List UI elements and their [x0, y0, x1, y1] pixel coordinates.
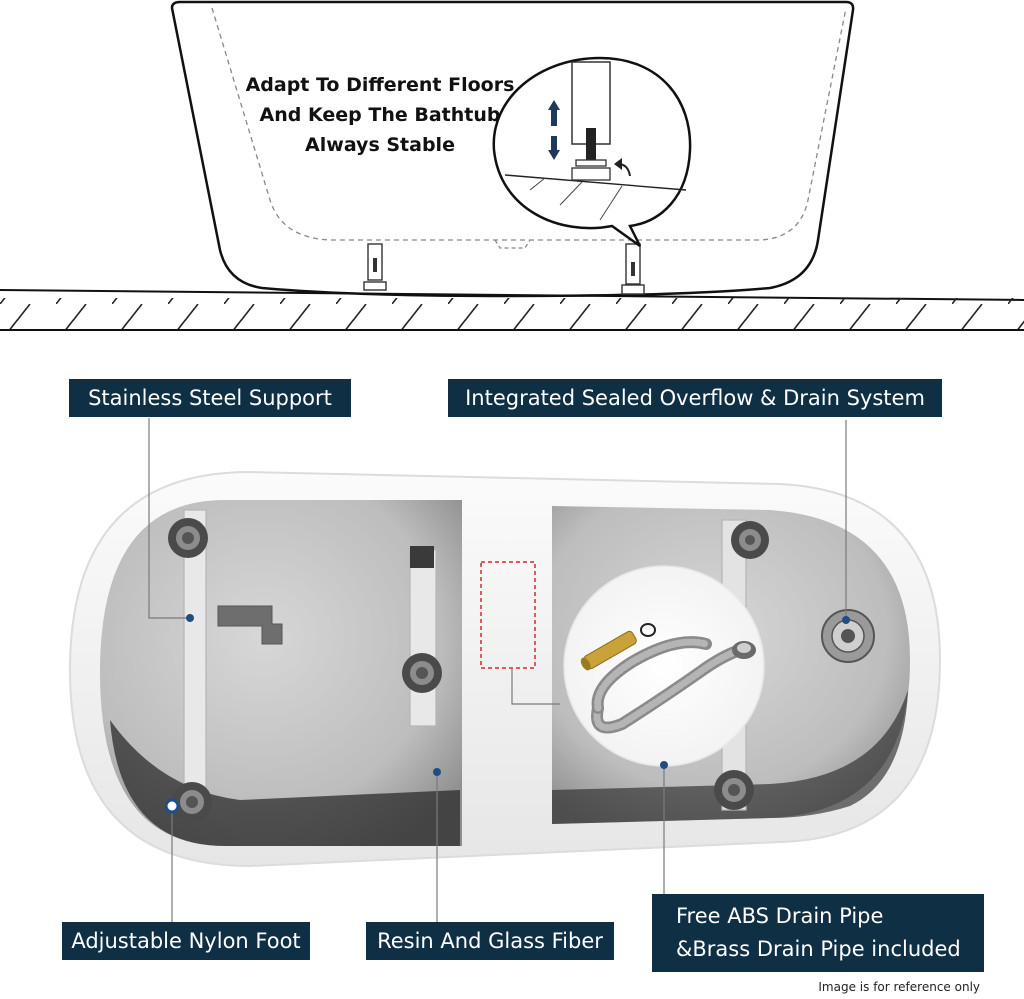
reference-note: Image is for reference only	[818, 980, 980, 994]
support-rail-middle	[410, 550, 436, 726]
label-stainless-steel-support: Stainless Steel Support	[69, 379, 351, 417]
pipe-line-1: Free ABS Drain Pipe	[676, 904, 884, 929]
heading-line-3: Always Stable	[305, 134, 455, 156]
tub-side-view	[0, 2, 1024, 330]
label-resin-glass-fiber: Resin And Glass Fiber	[366, 922, 614, 960]
floor-hatch	[0, 298, 1024, 330]
label-drain-pipe-included	[652, 894, 984, 972]
drain-pipe-inset	[564, 566, 764, 766]
heading-line-1: Adapt To Different Floors	[245, 74, 515, 96]
label-adjustable-nylon-foot: Adjustable Nylon Foot	[62, 922, 310, 960]
tub-underside-view	[70, 418, 940, 922]
pipe-line-2: &Brass Drain Pipe included	[676, 937, 961, 961]
stability-heading	[240, 70, 520, 160]
heading-line-2: And Keep The Bathtub	[259, 104, 501, 126]
label-overflow-drain-system: Integrated Sealed Overflow & Drain System	[448, 379, 942, 417]
